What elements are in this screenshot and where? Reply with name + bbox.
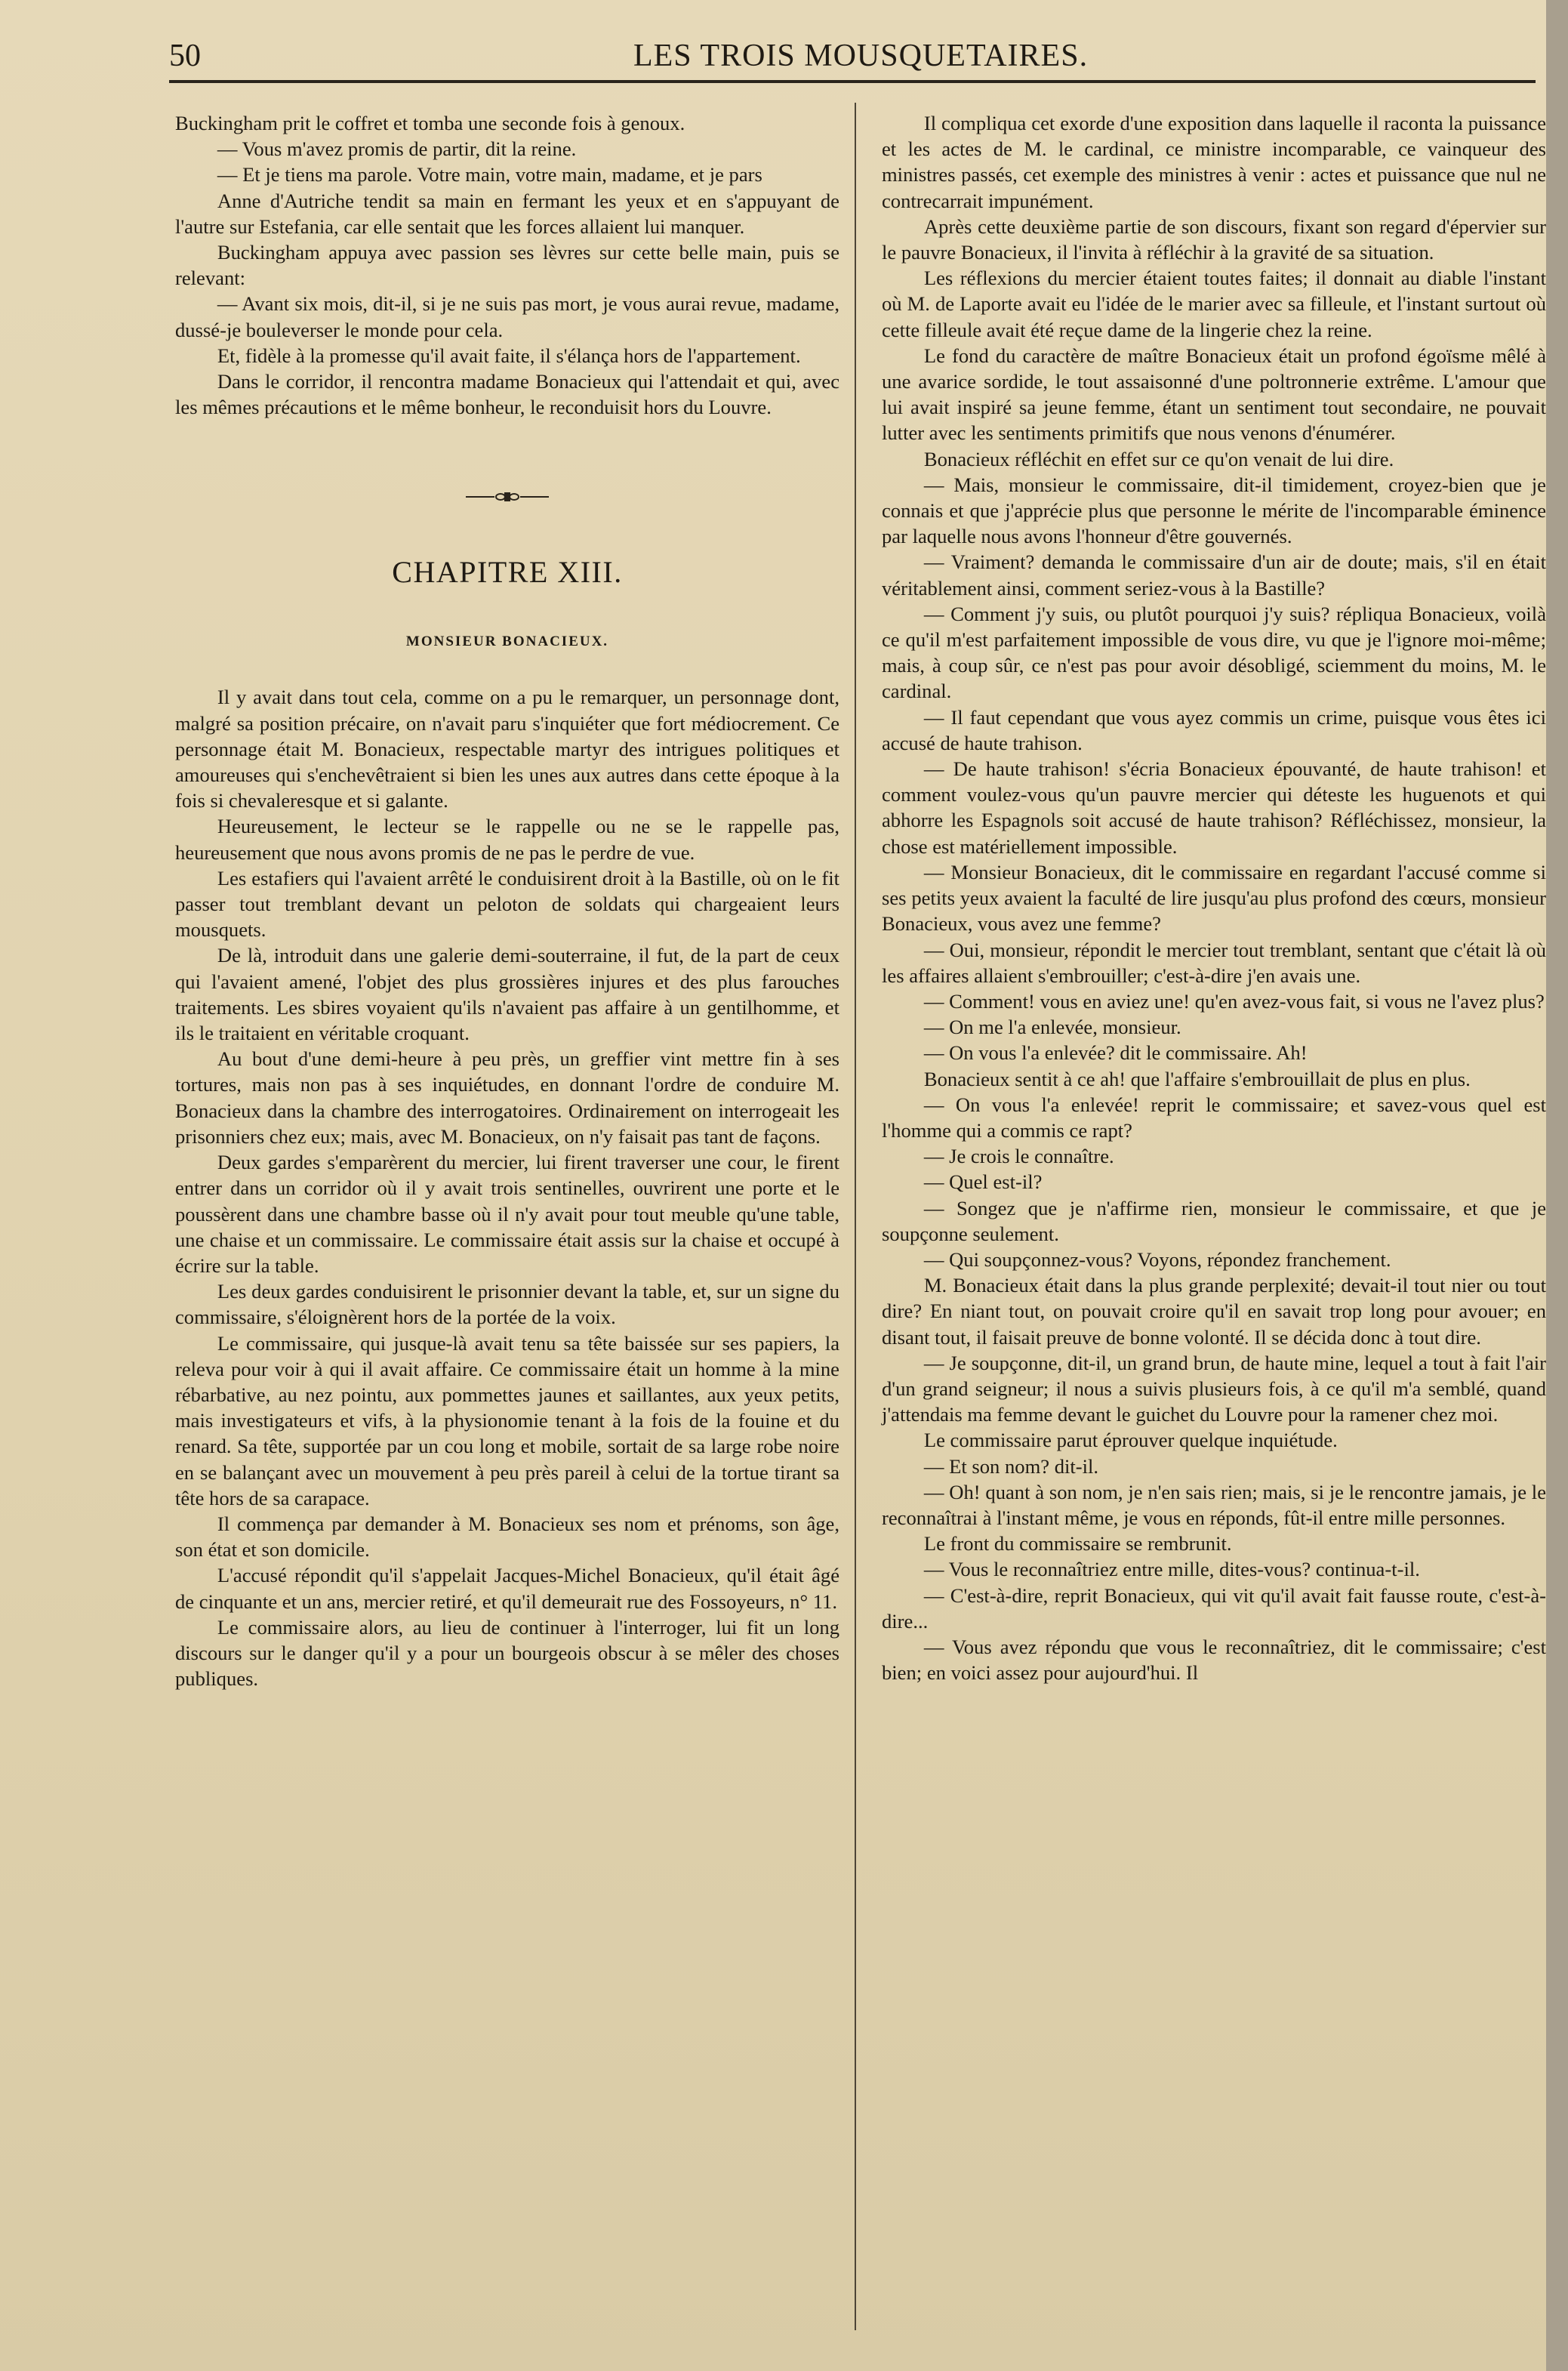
paragraph: — Et je tiens ma parole. Votre main, votre main, madame, et je pars bbox=[217, 163, 762, 187]
paragraph: — De haute trahison! s'écria Bonacieux épouvanté, de haute trahison! et comment voulez-vous qu'un pauvre mercier qui déteste les huguenots et qui abhorre les Espagnols soit accusé de haute trahison? Réfléchissez, monsieur, la chose est matériellement impossible. bbox=[882, 757, 1546, 858]
paragraph: L'accusé répondit qu'il s'appelait Jacques-Michel Bonacieux, qu'il était âgé de cinquante et un ans, mercier retiré, et qu'il demeurait rue des Fossoyeurs, n° 11. bbox=[175, 1564, 839, 1613]
paragraph: Heureusement, le lecteur se le rappelle ou ne se le rappelle pas, heureusement que nous avons promis de ne pas le perdre de vue. bbox=[175, 815, 839, 864]
paragraph: — Et son nom? dit-il. bbox=[923, 1454, 1099, 1478]
paragraph: — On vous l'a enlevée! reprit le commissaire; et savez-vous quel est l'homme qui a commis ce rapt? bbox=[882, 1093, 1546, 1142]
paragraph: — Je crois le connaître. bbox=[923, 1145, 1114, 1168]
paragraph: Anne d'Autriche tendit sa main en fermant les yeux et en s'appuyant de l'autre sur Estefania, car elle sentait que les forces allaient lui manquer. bbox=[175, 189, 839, 238]
paragraph: Il y avait dans tout cela, comme on a pu le remarquer, un personnage dont, malgré sa position précaire, on n'avait paru s'inquiéter que fort médiocrement. Ce personnage était M. Bonacieux, respectable martyr des intrigues politiques et amoureuses qui s'enchevêtraient si bien les unes aux autres dans cette époque à la fois si chevaleresque et si galante. bbox=[175, 686, 839, 812]
page-edge bbox=[1546, 0, 1568, 2371]
chapter-title: CHAPITRE XIII. bbox=[392, 555, 623, 590]
paragraph: — Je soupçonne, dit-il, un grand brun, de haute mine, lequel a tout à fait l'air d'un grand seigneur; il nous a suivis plusieurs fois, à ce qu'il m'a semblé, quand j'attendais ma femme devant le guichet du Louvre pour la ramener chez moi. bbox=[882, 1351, 1546, 1426]
paragraph: — Songez que je n'affirme rien, monsieur le commissaire, et que je soupçonne seulement. bbox=[882, 1196, 1546, 1245]
paragraph: Les estafiers qui l'avaient arrêté le conduisirent droit à la Bastille, où on le fit passer tout tremblant devant un peloton de soldats qui chargeaient leurs mousquets. bbox=[175, 866, 839, 942]
paragraph: Le commissaire alors, au lieu de continuer à l'interroger, lui fit un long discours sur le danger qu'il y a pour un bourgeois obscur à se mêler des choses publiques. bbox=[175, 1615, 839, 1691]
paragraph: — C'est-à-dire, reprit Bonacieux, qui vit qu'il avait fait fausse route, c'est-à-dire... bbox=[882, 1583, 1546, 1633]
paragraph: Dans le corridor, il rencontra madame Bonacieux qui l'attendait et qui, avec les mêmes précautions et le même bonheur, le reconduisit hors du Louvre. bbox=[175, 370, 839, 419]
paragraph: — Oui, monsieur, répondit le mercier tout tremblant, sentant que c'était là où les affaires allaient s'embrouiller; c'est-à-dire j'en avais une. bbox=[882, 938, 1546, 987]
paragraph: — Vraiment? demanda le commissaire d'un air de doute; mais, s'il en était véritablement ainsi, comment seriez-vous à la Bastille? bbox=[882, 550, 1546, 600]
paragraph: — Mais, monsieur le commissaire, dit-il timidement, croyez-bien que je connais et que j'apprécie plus que personne le mérite de l'incomparable éminence par laquelle nous avons l'honneur d'être gouvernés. bbox=[882, 473, 1546, 548]
paragraph: — Oh! quant à son nom, je n'en sais rien; mais, si je le rencontre jamais, je le reconnaîtrai à l'instant même, je vous en réponds, fût-il entre mille personnes. bbox=[882, 1480, 1546, 1529]
paragraph: Le commissaire parut éprouver quelque inquiétude. bbox=[923, 1429, 1338, 1452]
paragraph: Le commissaire, qui jusque-là avait tenu sa tête baissée sur ses papiers, la releva pour voir à qui il avait affaire. Ce commissaire était un homme à la mine rébarbative, au nez pointu, aux pommettes jaunes et saillantes, aux yeux petits, mais investigateurs et vifs, à la physionomie tenant à la fois de la fouine et du renard. Sa tête, supportée par un cou long et mobile, sortait de sa large robe noire en se balançant avec un mouvement à peu près pareil à celui de la tortue tirant sa tête hors de sa carapace. bbox=[175, 1331, 839, 1509]
section-ornament bbox=[175, 489, 839, 504]
paragraph: Les réflexions du mercier étaient toutes faites; il donnait au diable l'instant où M. de Laporte avait eu l'idée de le marier avec sa filleule, et l'instant surtout où cette filleule avait été reçue dame de la lingerie chez la reine. bbox=[882, 267, 1546, 341]
paragraph: — Vous le reconnaîtriez entre mille, dites-vous? continua-t-il. bbox=[923, 1558, 1420, 1581]
header-rule bbox=[169, 80, 1536, 83]
page-number: 50 bbox=[169, 39, 201, 73]
paragraph: Le front du commissaire se rembrunit. bbox=[923, 1532, 1232, 1555]
column-divider bbox=[855, 103, 856, 2330]
paragraph: Buckingham prit le coffret et tomba une seconde fois à genoux. bbox=[175, 112, 685, 134]
paragraph: Buckingham appuya avec passion ses lèvres sur cette belle main, puis se relevant: bbox=[175, 241, 839, 290]
paragraph: — Quel est-il? bbox=[923, 1170, 1043, 1194]
paragraph: — Il faut cependant que vous ayez commis un crime, puisque vous êtes ici accusé de haute trahison. bbox=[882, 705, 1546, 754]
chapter-subtitle: MONSIEUR BONACIEUX. bbox=[405, 634, 609, 650]
paragraph: — Vous m'avez promis de partir, dit la reine. bbox=[217, 137, 577, 161]
paragraph: Il commença par demander à M. Bonacieux ses nom et prénoms, son âge, son état et son domicile. bbox=[175, 1512, 839, 1562]
paragraph: Après cette deuxième partie de son discours, fixant son regard d'épervier sur le pauvre Bonacieux, il l'invita à réfléchir à la gravité de sa situation. bbox=[882, 214, 1546, 264]
paragraph: — On vous l'a enlevée? dit le commissaire. Ah! bbox=[923, 1041, 1308, 1065]
left-column bbox=[175, 110, 839, 1691]
right-column bbox=[882, 110, 1546, 1685]
paragraph: Et, fidèle à la promesse qu'il avait faite, il s'élança hors de l'appartement. bbox=[217, 344, 801, 367]
paragraph: — Comment! vous en aviez une! qu'en avez-vous fait, si vous ne l'avez plus? bbox=[923, 989, 1545, 1013]
paragraph: — Vous avez répondu que vous le reconnaîtriez, dit le commissaire; c'est bien; en voici assez pour aujourd'hui. Il bbox=[882, 1635, 1546, 1685]
paragraph: M. Bonacieux était dans la plus grande perplexité; devait-il tout nier ou tout dire? En niant tout, on pouvait croire qu'il en savait trop long pour avouer; en disant tout, il faisait preuve de bonne volonté. Il se décida donc à tout dire. bbox=[882, 1274, 1546, 1349]
paragraph: — Monsieur Bonacieux, dit le commissaire en regardant l'accusé comme si ses petits yeux avaient la faculté de lire jusqu'au plus profond des cœurs, monsieur Bonacieux, vous avez une femme? bbox=[882, 860, 1546, 936]
paragraph: Les deux gardes conduisirent le prisonnier devant la table, et, sur un signe du commissaire, s'éloignèrent hors de la portée de la voix. bbox=[175, 1280, 839, 1329]
paragraph: — Comment j'y suis, ou plutôt pourquoi j'y suis? répliqua Bonacieux, voilà ce qu'il m'est parfaitement impossible de vous dire, vu que je l'ignore moi-même; mais, à coup sûr, ce n'est pas pour avoir désobligé, sciemment du moins, M. le cardinal. bbox=[882, 602, 1546, 703]
running-title: LES TROIS MOUSQUETAIRES. bbox=[633, 39, 1089, 73]
paragraph: Deux gardes s'emparèrent du mercier, lui firent traverser une cour, le firent entrer dans un corridor où il y avait trois sentinelles, ouvrirent une porte et le poussèrent dans une chambre basse où il n'y avait pour tout meuble qu'une table, une chaise et un commissaire. Le commissaire était assis sur la chaise et occupé à écrire sur la table. bbox=[175, 1151, 839, 1277]
paragraph: Il compliqua cet exorde d'une exposition dans laquelle il raconta la puissance et les actes de M. le cardinal, ce ministre incomparable, ce vainqueur des ministres passés, cet exemple des ministres à venir : actes et puissance que nul ne contrecarrait impunément. bbox=[882, 112, 1546, 212]
paragraph: Bonacieux sentit à ce ah! que l'affaire s'embrouillait de plus en plus. bbox=[923, 1067, 1471, 1090]
paragraph: Bonacieux réfléchit en effet sur ce qu'on venait de lui dire. bbox=[923, 447, 1394, 470]
paragraph: De là, introduit dans une galerie demi-souterraine, il fut, de la part de ceux qui l'avaient amené, l'objet des plus grossières injures et des plus farouches traitements. Les sbires voyaient qu'ils n'avaient pas affaire à un gentilhomme, et ils le traitaient en véritable croquant. bbox=[175, 944, 839, 1045]
paragraph: Le fond du caractère de maître Bonacieux était un profond égoïsme mêlé à une avarice sordide, le tout assaisonné d'une poltronnerie extrême. L'amour que lui avait inspiré sa jeune femme, étant un sentiment tout secondaire, ne pouvait lutter avec les sentiments primitifs que nous venons d'énumérer. bbox=[882, 344, 1546, 445]
paragraph: — Qui soupçonnez-vous? Voyons, répondez franchement. bbox=[923, 1247, 1391, 1271]
paragraph: Au bout d'une demi-heure à peu près, un greffier vint mettre fin à ses tortures, mais non pas à ses inquiétudes, en donnant l'ordre de conduire M. Bonacieux dans la chambre des interrogatoires. Ordinairement on interrogeait les prisonniers chez eux; mais, avec M. Bonacieux, on n'y faisait pas tant de façons. bbox=[175, 1047, 839, 1148]
page-header bbox=[169, 36, 1543, 76]
paragraph: — On me l'a enlevée, monsieur. bbox=[923, 1016, 1181, 1039]
paragraph: — Avant six mois, dit-il, si je ne suis pas mort, je vous aurai revue, madame, dussé-je bouleverser le monde pour cela. bbox=[175, 292, 839, 341]
